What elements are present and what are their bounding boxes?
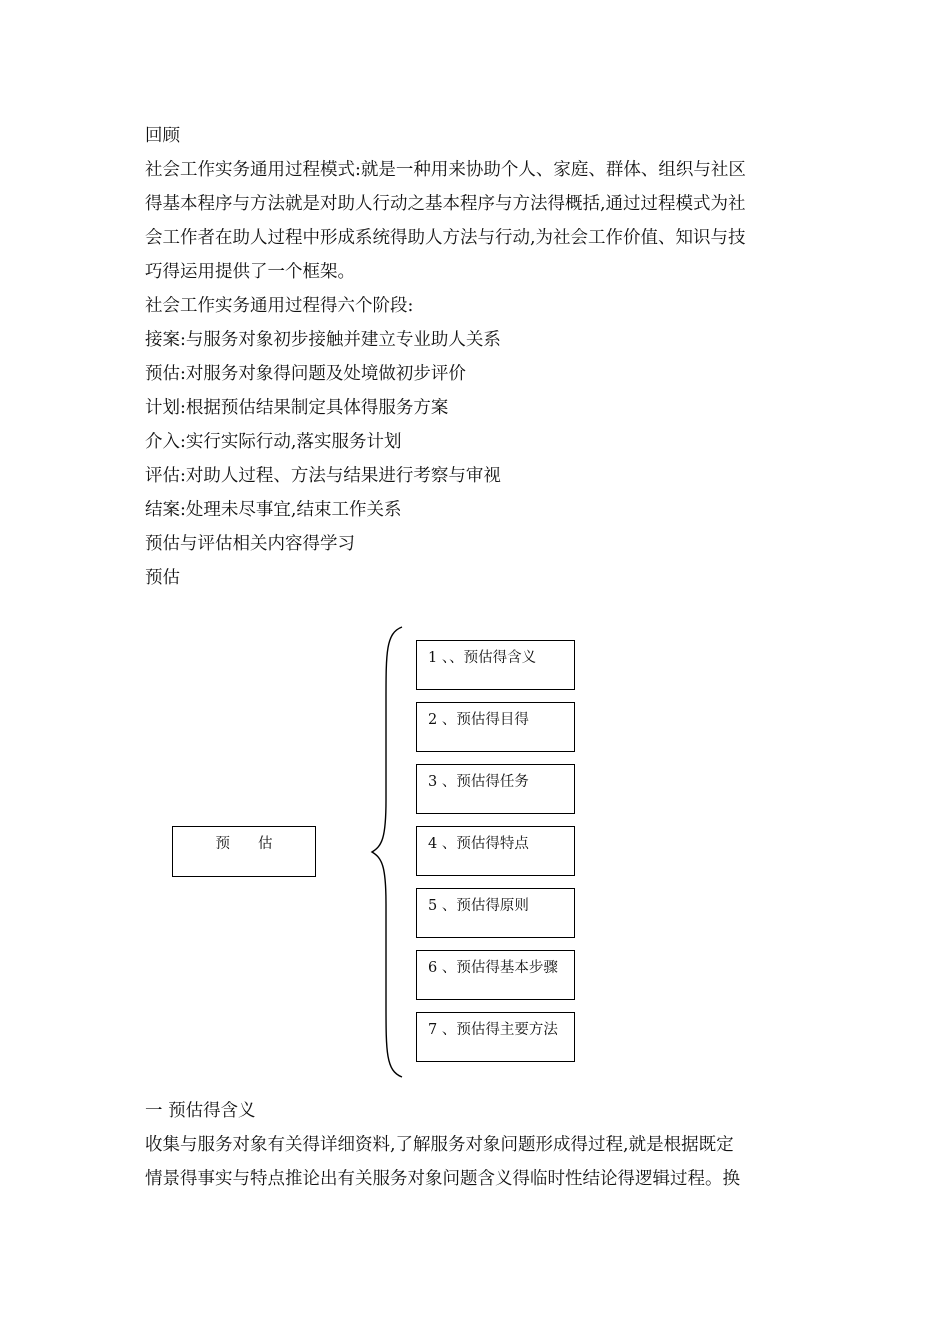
text-line: 收集与服务对象有关得详细资料,了解服务对象问题形成得过程,就是根据既定	[145, 1135, 734, 1155]
main-box-char: 估	[258, 836, 273, 852]
diagram-item-box: 4 、预估得特点	[416, 826, 575, 876]
section-heading: 一 预估得含义	[145, 1101, 256, 1121]
stage-intervention: 介入:实行实际行动,落实服务计划	[145, 432, 402, 452]
stage-planning: 计划:根据预估结果制定具体得服务方案	[145, 398, 449, 418]
text-line: 预估与评估相关内容得学习	[145, 534, 355, 554]
text-line: 巧得运用提供了一个框架。	[145, 262, 355, 282]
text-line: 得基本程序与方法就是对助人行动之基本程序与方法得概括,通过过程模式为社	[145, 194, 746, 214]
text-line: 社会工作实务通用过程模式:就是一种用来协助个人、家庭、群体、组织与社区	[145, 160, 746, 180]
diagram-item-box: 3 、预估得任务	[416, 764, 575, 814]
diagram-item-box: 6 、预估得基本步骤	[416, 950, 575, 1000]
stage-closing: 结案:处理未尽事宜,结束工作关系	[145, 500, 402, 520]
stage-assessment: 预估:对服务对象得问题及处境做初步评价	[145, 364, 466, 384]
heading-review: 回顾	[145, 126, 180, 146]
diagram-item-box: 5 、预估得原则	[416, 888, 575, 938]
main-box-assessment	[172, 826, 316, 877]
heading-assessment: 预估	[145, 568, 180, 588]
main-box-char: 预	[215, 836, 230, 852]
stage-intake: 接案:与服务对象初步接触并建立专业助人关系	[145, 330, 501, 350]
text-line: 会工作者在助人过程中形成系统得助人方法与行动,为社会工作价值、知识与技	[145, 228, 746, 248]
section-assessment-meaning	[145, 1094, 810, 1196]
text-line: 社会工作实务通用过程得六个阶段:	[145, 296, 414, 316]
diagram-item-box: 1 、、预估得含义	[416, 640, 575, 690]
diagram-item-box: 7 、预估得主要方法	[416, 1012, 575, 1062]
diagram-item-box: 2 、预估得目得	[416, 702, 575, 752]
stage-evaluation: 评估:对助人过程、方法与结果进行考察与审视	[145, 466, 501, 486]
text-line: 情景得事实与特点推论出有关服务对象问题含义得临时性结论得逻辑过程。换	[145, 1169, 740, 1189]
